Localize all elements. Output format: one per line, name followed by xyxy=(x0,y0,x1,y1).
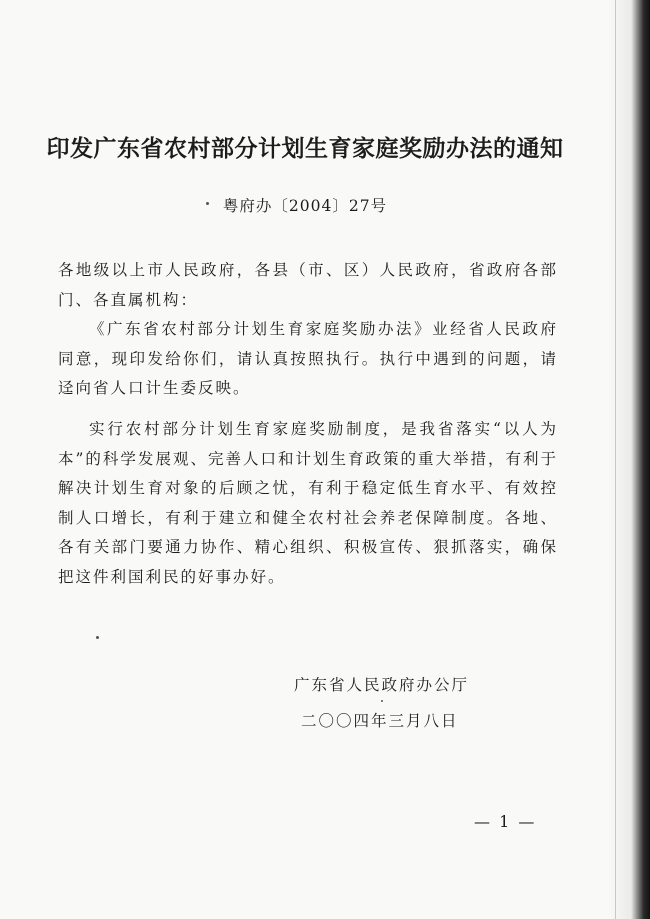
scan-speck xyxy=(96,636,99,639)
body-paragraph-2: 实行农村部分计划生育家庭奖励制度，是我省落实“以人为本”的科学发展观、完善人口和计划生育政策的重大举措，有利于解决计划生育对象的后顾之忧，有利于稳定低生育水平、有效控制人口增长，有利于建立和健全农村社会养老保障制度。各地、各有关部门要通力协作、精心组织、积极宣传、狠抓落实，确保把这件利国利民的好事办好。 xyxy=(58,420,558,586)
page-number: — 1 — xyxy=(474,812,537,831)
scan-edge-line xyxy=(615,0,616,919)
document-number: 粤府办〔2004〕27号 xyxy=(222,197,388,215)
addressee-paragraph: 各地级以上市人民政府，各县（市、区）人民政府，省政府各部门、各直属机构： xyxy=(58,261,558,309)
signature-organization: 广东省人民政府办公厅 xyxy=(294,676,470,694)
signature-date: 二〇〇四年三月八日 xyxy=(301,712,459,730)
body-paragraph-1: 《广东省农村部分计划生育家庭奖励办法》业经省人民政府同意，现印发给你们，请认真按照执行。执行中遇到的问题，请迳向省人口计生委反映。 xyxy=(58,320,558,397)
document-title: 印发广东省农村部分计划生育家庭奖励办法的通知 xyxy=(46,135,564,162)
scan-speck xyxy=(381,700,383,702)
scan-speck xyxy=(206,202,209,205)
